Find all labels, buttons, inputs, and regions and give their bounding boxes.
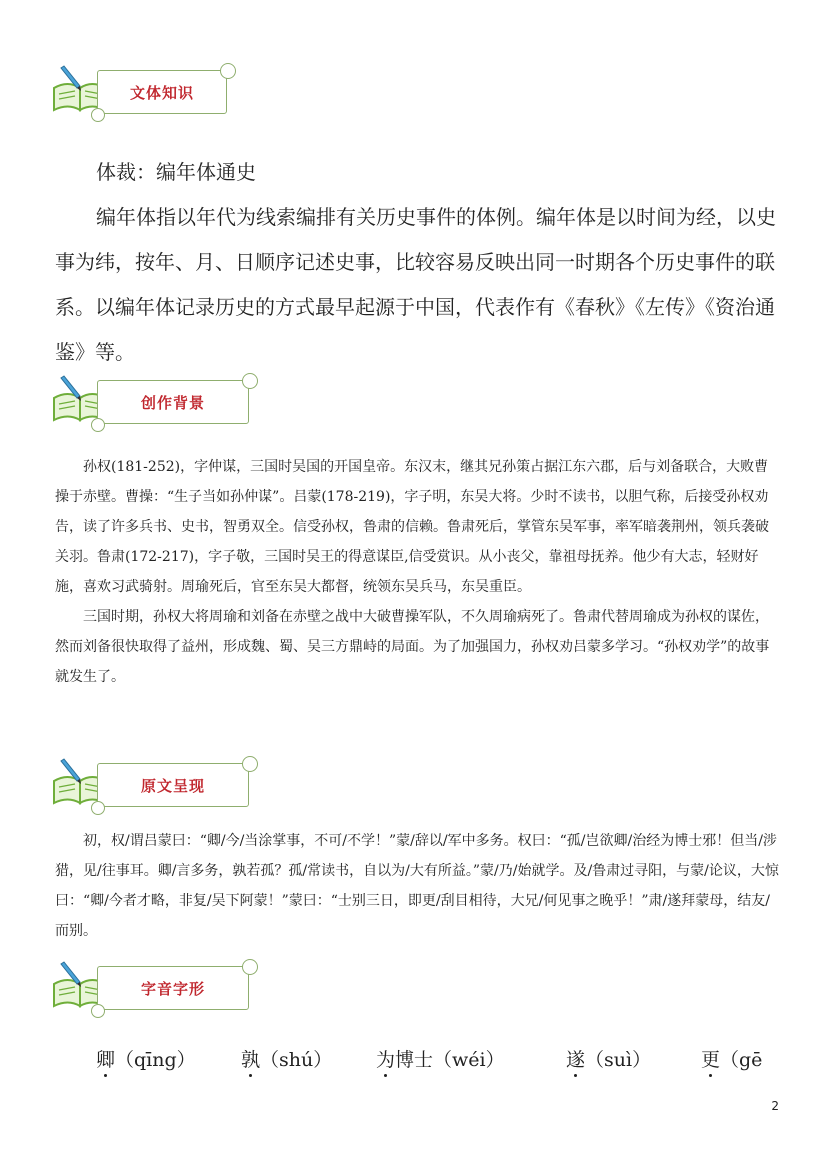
pron-pinyin: （gē: [720, 1049, 763, 1071]
pron-char: 卿: [96, 1045, 115, 1072]
background-paragraph-1: 孙权(181-252)，字仲谋，三国时吴国的开国皇帝。东汉末，继其兄孙策占据江东六郡，后与刘备联合，大败曹操于赤壁。曹操：“生子当如孙仲谋”。吕蒙(178-219)，字子明，东吴大将。少时不读书，以胆气称，后接受孙权劝告，读了许多兵书、史书，智勇双全。信受孙权，鲁肃的信赖。鲁肃死后，掌管东吴军事，率军暗袭荆州，领兵袭破关羽。鲁肃(172-217)，字子敬，三国时吴王的得意谋臣,信受赏识。从小丧父，靠祖母抚养。他少有大志，轻财好施，喜欢习武骑射。周瑜死后，官至东吴大都督，统领东吴兵马，东吴重臣。: [55, 459, 769, 595]
genre-paragraph: 编年体指以年代为线索编排有关历史事件的体例。编年体是以时间为经，以史事为纬，按年、月、日顺序记述史事，比较容易反映出同一时期各个历史事件的联系。以编年体记录历史的方式最早起源于中国，代表作有《春秋》《左传》《资治通鉴》等。: [55, 205, 776, 364]
pron-item: [96, 1045, 196, 1072]
pron-char: 孰: [241, 1045, 260, 1072]
original-paragraph: 初，权/谓吕蒙曰：“卿/今/当涂掌事，不可/不学！”蒙/辞以/军中多务。权曰：“孤/岂欲卿/治经为博士邪！但当/涉猎，见/往事耳。卿/言多务，孰若孤？孤/常读书，自以为/大有所益。”蒙/乃/始就学。及/鲁肃过寻阳，与蒙/论议，大惊曰：“卿/今者才略，非复/吴下阿蒙！”蒙曰：“士别三日，即更/刮目相待，大兄/何见事之晚乎！”肃/遂拜蒙母，结友/而别。: [55, 833, 779, 939]
banner-scroll: [97, 763, 249, 807]
pron-item: [701, 1045, 762, 1072]
pron-char: 遂: [566, 1045, 585, 1072]
background-text: [55, 452, 780, 692]
background-paragraph-2: 三国时期，孙权大将周瑜和刘备在赤壁之战中大破曹操军队，不久周瑜病死了。鲁肃代替周瑜成为孙权的谋佐，然而刘备很快取得了益州，形成魏、蜀、吴三方鼎峙的局面。为了加强国力，孙权劝吕蒙多学习。“孙权劝学”的故事就发生了。: [55, 609, 770, 685]
original-text: [55, 826, 780, 946]
pron-item: [376, 1045, 505, 1072]
banner-scroll: [97, 966, 249, 1010]
section-title: 文体知识: [129, 83, 194, 102]
page-number: 2: [771, 1099, 779, 1113]
pron-pinyin: （suì）: [585, 1049, 652, 1071]
pron-char: 为: [376, 1045, 395, 1072]
pron-pinyin: （shú）: [260, 1049, 333, 1071]
pron-pinyin: （qīng）: [115, 1049, 196, 1071]
pron-pinyin: （wéi）: [433, 1049, 505, 1071]
section-banner-background: [50, 370, 265, 430]
banner-scroll: [97, 70, 227, 114]
pron-item: [241, 1045, 332, 1072]
section-title: 原文呈现: [140, 776, 205, 795]
section-banner-genre: [50, 60, 265, 120]
pron-item: [566, 1045, 651, 1072]
pron-word-rest: 博士: [395, 1049, 434, 1071]
pron-char: 更: [701, 1045, 720, 1072]
section-banner-phonetics: [50, 956, 265, 1016]
section-title: 创作背景: [140, 393, 205, 412]
genre-line: 体裁：编年体通史: [96, 160, 256, 184]
section-banner-original: [50, 753, 265, 813]
genre-text: [55, 150, 785, 375]
banner-scroll: [97, 380, 249, 424]
section-title: 字音字形: [140, 979, 205, 998]
